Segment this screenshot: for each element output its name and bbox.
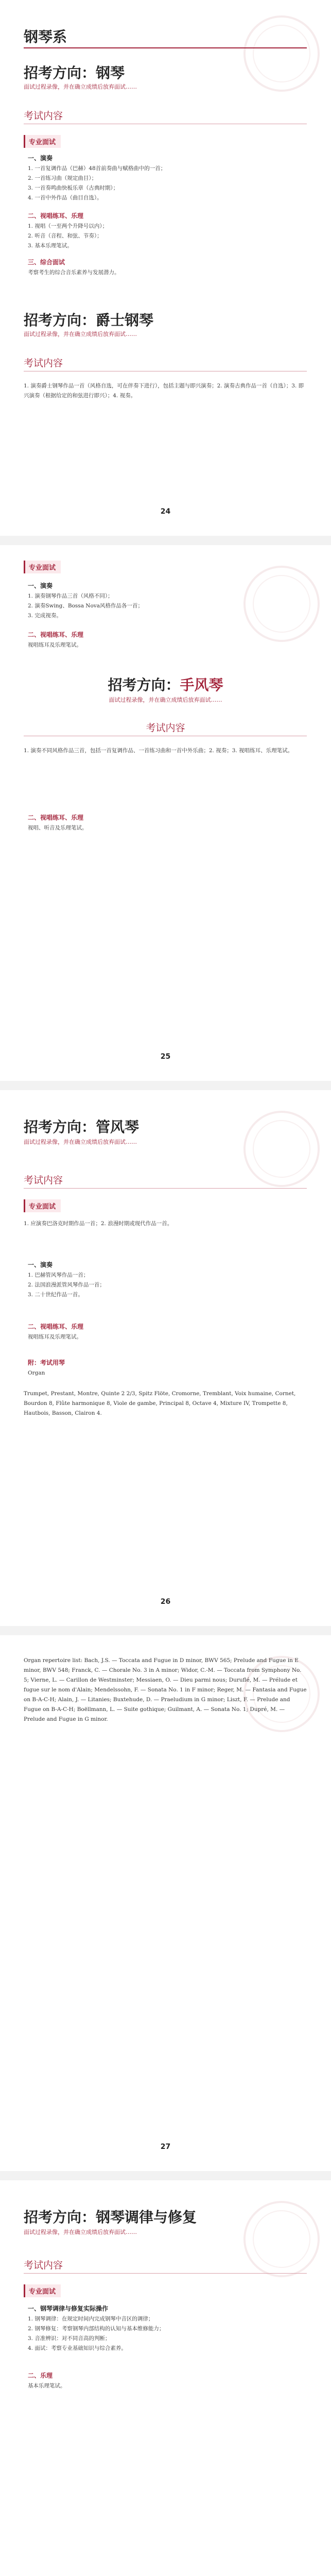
direction-title-name: 手风琴 bbox=[180, 676, 223, 693]
section-text: 基本乐理笔试。 bbox=[28, 2383, 66, 2389]
page-number: 27 bbox=[160, 2143, 171, 2151]
section-text: 视唱练耳及乐理笔试。 bbox=[28, 642, 82, 648]
section-text: 考察考生的综合音乐素养与发展潜力。 bbox=[28, 269, 120, 276]
section-heading: 二、视唱练耳、乐理 bbox=[28, 814, 84, 821]
exam-content-heading: 考试内容 bbox=[24, 2260, 63, 2271]
list-item: 1. 一首复调作品（巴赫）48首前奏曲与赋格曲中的一首； bbox=[28, 165, 166, 172]
list-item: 1. 演奏钢琴作品三首（风格不同）； bbox=[28, 593, 113, 599]
direction-title-accordion bbox=[0, 674, 331, 694]
exam-content-heading: 考试内容 bbox=[24, 110, 63, 122]
page-24 bbox=[0, 0, 331, 536]
section-list bbox=[28, 591, 304, 621]
list-item: 2. 听音（音程、和弦、节奏）； bbox=[28, 233, 102, 239]
list-item: 2. 法国浪漫派管风琴作品一首； bbox=[28, 1282, 105, 1288]
section-heading: 三、综合面试 bbox=[28, 259, 65, 266]
list-item: 3. 基本乐理笔试。 bbox=[28, 243, 73, 249]
direction-subtitle: 面试过程录像，并在确立成绩后放弃面试…… bbox=[24, 331, 137, 337]
list-item: 1. 视唱（一至两个升降号以内）； bbox=[28, 223, 108, 229]
direction-title-jazz-piano: 招考方向：爵士钢琴 bbox=[24, 312, 154, 329]
title-rule bbox=[24, 47, 307, 48]
exam-content-heading: 考试内容 bbox=[146, 722, 185, 734]
heading-rule bbox=[24, 1188, 307, 1189]
page-25 bbox=[0, 545, 331, 1081]
direction-subtitle: 面试过程录像，并在确立成绩后放弃面试…… bbox=[24, 83, 137, 90]
paragraph: 1. 演奏爵士钢琴作品一首（风格自选，可在伴奏下进行），包括主题与即兴演奏；2. 演奏古典作品一首（自选）；3. 即兴演奏（根据给定的和弦进行即兴）；4. 视奏。 bbox=[24, 383, 304, 399]
direction-subtitle: 面试过程录像，并在确立成绩后放弃面试…… bbox=[24, 2229, 137, 2235]
major-interview-tag: 专业面试 bbox=[24, 1199, 61, 1212]
section-text: 视唱、听音及乐理笔试。 bbox=[28, 825, 88, 831]
page-divider bbox=[0, 1626, 331, 1635]
section-heading: 一、演奏 bbox=[28, 155, 53, 162]
page-number: 25 bbox=[160, 1053, 171, 1061]
list-item: 3. 二十世纪作品一首。 bbox=[28, 1292, 83, 1298]
section-list bbox=[28, 164, 304, 203]
watermark-seal-icon bbox=[234, 1101, 329, 1197]
page-number: 26 bbox=[160, 1598, 171, 1606]
paragraph: 1. 演奏不同风格作品三首，包括一首复调作品、一首练习曲和一首中外乐曲；2. 视奏；3. 视唱练耳、乐理笔试。 bbox=[24, 748, 293, 754]
repertoire-paragraph: Organ repertoire list: Bach, J.S. — Toccata and Fugue in D minor, BWV 565; Prelude and Fugue in E minor, BWV 548; Franck, C. — Chorale No. 3 in A minor; Widor, C.-M. — Toccata from Symphony No. 5; Vierne, L. — Carillon de Westminster; Messiaen, O. — Dieu parmi nous; Duruflé, M. — Prélude et fugue sur le nom d'Alain; Mendelssohn, F. — Sonata No. 1 in F minor; Reger, M. — Fantasia and Fugue on B-A-C-H; Alain, J. — Litanies; Buxtehude, D. — Praeludium in G minor; Liszt, F. — Prelude and Fugue on B-A-C-H; Boëllmann, L. — Suite gothique; Guilmant, A. — Sonata No. 1; Dupré, M. — Prelude and Fugue in G minor. bbox=[24, 1657, 307, 1722]
page-divider bbox=[0, 1081, 331, 1090]
list-item: 2. 钢琴修复：考察钢琴内部结构的认知与基本维修能力； bbox=[28, 2326, 165, 2332]
major-interview-tag: 专业面试 bbox=[24, 2284, 61, 2297]
page-divider bbox=[0, 2171, 331, 2180]
exam-content-heading: 考试内容 bbox=[24, 1175, 63, 1186]
department-title: 钢琴系 bbox=[24, 28, 67, 45]
list-item: 4. 一首中外作品（曲目自选）。 bbox=[28, 195, 102, 201]
section-heading: 二、视唱练耳、乐理 bbox=[28, 1323, 84, 1330]
page-26 bbox=[0, 1090, 331, 1626]
section-text: 视唱练耳及乐理笔试。 bbox=[28, 1334, 82, 1340]
list-item: 3. 一首奏鸣曲快板乐章（古典时期）； bbox=[28, 185, 119, 191]
major-interview-tag: 专业面试 bbox=[24, 561, 61, 573]
page-28 bbox=[0, 2180, 331, 2576]
list-item: 4. 面试：考察专业基础知识与综合素养。 bbox=[28, 2345, 127, 2351]
list-item: 1. 钢琴调律：在规定时间内完成钢琴中音区的调律； bbox=[28, 2316, 154, 2322]
list-item: 2. 演奏Swing、Bossa Nova风格作品各一首； bbox=[28, 603, 143, 609]
page-divider bbox=[0, 536, 331, 545]
section-heading: 二、视唱练耳、乐理 bbox=[28, 212, 84, 219]
list-item: 3. 音准辨识：对不同音高的判断； bbox=[28, 2335, 111, 2342]
list-item: 2. 一首练习曲（规定曲目）； bbox=[28, 175, 97, 181]
section-heading: 二、乐理 bbox=[28, 2372, 53, 2379]
section-heading: 附：考试用琴 bbox=[28, 1359, 65, 1366]
direction-title-organ: 招考方向：管风琴 bbox=[24, 1118, 140, 1136]
major-interview-tag: 专业面试 bbox=[24, 135, 61, 148]
list-item: 3. 完成视奏。 bbox=[28, 613, 62, 619]
direction-title-prefix: 招考方向： bbox=[108, 676, 180, 693]
heading-rule bbox=[24, 2273, 307, 2274]
section-heading: 一、钢琴调律与修复实际操作 bbox=[28, 2305, 109, 2312]
direction-title-piano-tuning: 招考方向：钢琴调律与修复 bbox=[24, 2209, 197, 2226]
direction-subtitle: 面试过程录像，并在确立成绩后放弃面试…… bbox=[24, 1139, 137, 1145]
section-list bbox=[28, 2314, 304, 2353]
paragraph: 1. 应演奏巴洛克时期作品一首；2. 浪漫时期或现代作品一首。 bbox=[24, 1221, 173, 1227]
direction-subtitle: 面试过程录像，并在确立成绩后放弃面试…… bbox=[109, 697, 222, 703]
page-27 bbox=[0, 1635, 331, 2171]
repertoire-paragraph: Trumpet, Prestant, Montre, Quinte 2 2/3, Spitz Flöte, Cromorne, Tremblant, Voix humaine, Cornet, Bourdon 8, Flûte harmonique 8, Viole de gambe, Principal 8, Octave 4, Mixture IV, Trompette 8, Hautbois, Basson, Clairon 4. bbox=[24, 1391, 296, 1416]
section-text: Organ bbox=[28, 1370, 45, 1376]
section-heading: 二、视唱练耳、乐理 bbox=[28, 631, 84, 638]
section-list bbox=[28, 222, 304, 251]
section-heading: 一、演奏 bbox=[28, 1261, 53, 1268]
page-number: 24 bbox=[160, 507, 171, 516]
section-list bbox=[28, 1270, 304, 1300]
list-item: 1. 巴赫管风琴作品一首； bbox=[28, 1272, 89, 1278]
exam-content-heading: 考试内容 bbox=[24, 358, 63, 369]
section-heading: 一、演奏 bbox=[28, 582, 53, 589]
direction-title-piano: 招考方向：钢琴 bbox=[24, 64, 125, 81]
